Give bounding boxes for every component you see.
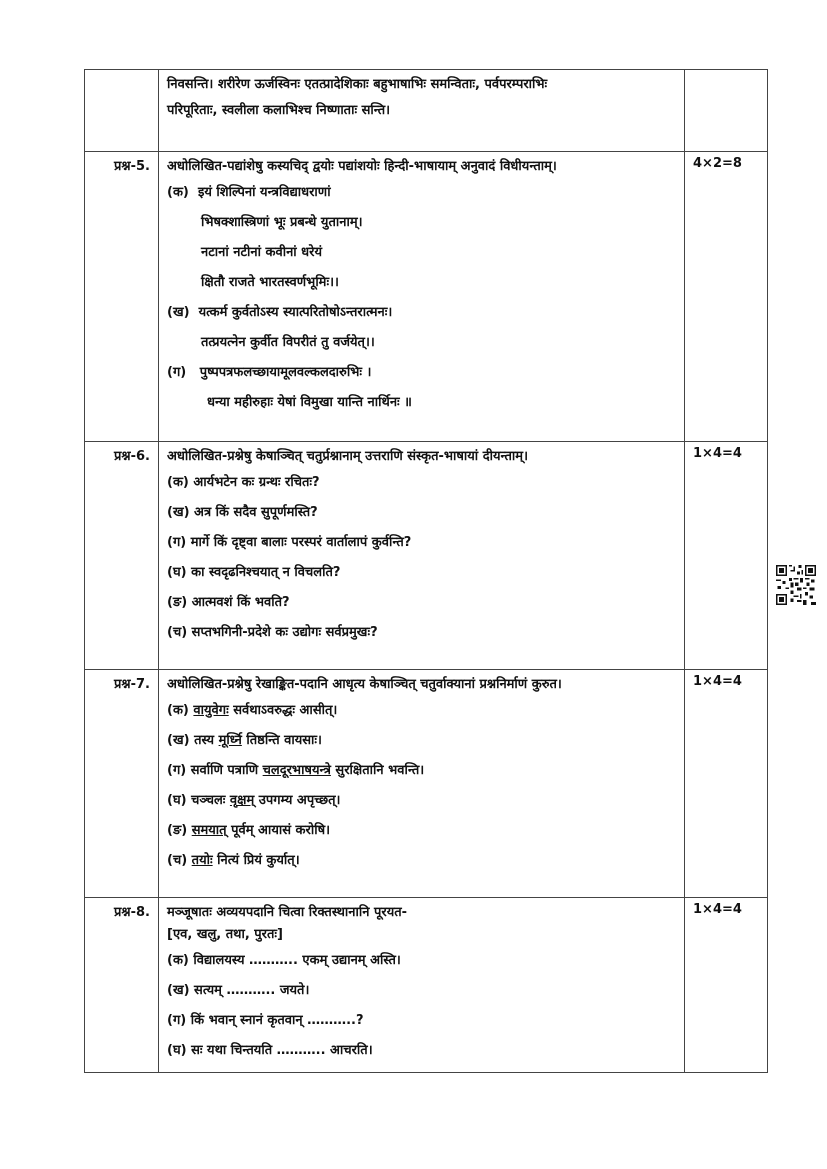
list-item: (ख) अत्र किं सदैव सुपूर्णमस्ति? bbox=[167, 505, 318, 520]
question-table bbox=[84, 69, 768, 1073]
marks-cell: 1×4=4 bbox=[685, 442, 768, 670]
passage-line: निवसन्ति। शरीरेण ऊर्जस्विनः एतत्प्रादेशिकाः बहुभाषाभिः समन्विताः, पर्वपरम्पराभिः bbox=[167, 77, 548, 92]
question-text: अधोलिखित-प्रश्नेषु केषाञ्चित् चतुर्प्रश्नानाम् उत्तराणि संस्कृत-भाषायां दीयन्ताम्। bbox=[167, 449, 528, 464]
table-row bbox=[85, 442, 768, 670]
question-text: अधोलिखित-प्रश्नेषु रेखाङ्कित-पदानि आधृत्य केषाञ्चित् चतुर्वाक्यानां प्रश्ननिर्माणं कुरुत। bbox=[167, 677, 562, 692]
item-label: (ग) bbox=[167, 365, 187, 380]
underlined-word: तयोः bbox=[191, 853, 213, 868]
verse-line: क्षितौ राजते भारतस्वर्णभूमिः।। bbox=[201, 275, 339, 290]
question-number bbox=[85, 70, 159, 152]
list-item: (क) वायुवेगः सर्वथाऽवरुद्धः आसीत्। bbox=[167, 703, 338, 718]
underlined-word: समयात् bbox=[191, 823, 227, 838]
list-item: (घ) का स्वदृढनिश्चयात् न विचलति? bbox=[167, 565, 341, 580]
question-number: प्रश्न-8. bbox=[85, 898, 159, 1073]
verse-line: नटानां नटीनां कवीनां धरेयं bbox=[201, 245, 323, 260]
question-text: अधोलिखित-पद्यांशेषु कस्यचिद् द्वयोः पद्यांशयोः हिन्दी-भाषायाम् अनुवादं विधीयन्ताम्। bbox=[167, 159, 557, 174]
underlined-word: मूर्ध्नि bbox=[218, 733, 242, 748]
verse-line: धन्या महीरुहाः येषां विमुखा यान्ति नार्थिनः ॥ bbox=[207, 395, 412, 410]
table-row bbox=[85, 898, 768, 1073]
underlined-word: चलदूरभाषयन्त्रे bbox=[262, 763, 331, 778]
question-body bbox=[159, 152, 685, 442]
question-number: प्रश्न-7. bbox=[85, 670, 159, 898]
question-paper bbox=[84, 69, 767, 1073]
list-item: (ग) मार्गे किं दृष्ट्वा बालाः परस्परं वार्तालापं कुर्वन्ति? bbox=[167, 535, 412, 550]
item-label: (क) bbox=[167, 185, 189, 200]
verse-line: भिषक्शास्त्रिणां भूः प्रबन्धे युतानाम्। bbox=[201, 215, 363, 230]
list-item: (ङ) आत्मवशं किं भवति? bbox=[167, 595, 290, 610]
question-body bbox=[159, 670, 685, 898]
marks-cell: 1×4=4 bbox=[685, 670, 768, 898]
list-item: (ग) सर्वाणि पत्राणि चलदूरभाषयन्त्रे सुरक्षितानि भवन्ति। bbox=[167, 763, 425, 778]
question-number: प्रश्न-6. bbox=[85, 442, 159, 670]
verse-line: (ग) पुष्पपत्रफलच्छायामूलवल्कलदारुभिः । bbox=[167, 365, 372, 380]
marks-cell bbox=[685, 70, 768, 152]
question-text: मञ्जूषातः अव्ययपदानि चित्वा रिक्तस्थानानि पूरयत- bbox=[167, 905, 408, 920]
item-label: (ख) bbox=[167, 305, 190, 320]
question-body bbox=[159, 898, 685, 1073]
verse-line: तत्प्रयत्नेन कुर्वीत विपरीतं तु वर्जयेत्।। bbox=[201, 335, 375, 350]
list-item: (च) सप्तभगिनी-प्रदेशे कः उद्योगः सर्वप्रमुखः? bbox=[167, 625, 378, 640]
list-item: (ग) किं भवान् स्नानं कृतवान् ………..? bbox=[167, 1013, 364, 1028]
underlined-word: वायुवेगः bbox=[193, 703, 229, 718]
list-item: (ङ) समयात् पूर्वम् आयासं करोषि। bbox=[167, 823, 331, 838]
passage-line: परिपूरिताः, स्वलीला कलाभिश्च निष्णाताः सन्ति। bbox=[167, 103, 391, 118]
word-box: [एव, खलु, तथा, पुरतः] bbox=[167, 927, 283, 942]
verse-line: (ख) यत्कर्म कुर्वतोऽस्य स्यात्परितोषोऽन्तरात्मनः। bbox=[167, 305, 393, 320]
marks-cell: 1×4=4 bbox=[685, 898, 768, 1073]
question-number: प्रश्न-5. bbox=[85, 152, 159, 442]
table-row bbox=[85, 670, 768, 898]
question-body bbox=[159, 442, 685, 670]
list-item: (घ) सः यथा चिन्तयति ……….. आचरति। bbox=[167, 1043, 373, 1058]
underlined-word: वृक्षम् bbox=[229, 793, 255, 808]
list-item: (क) विद्यालयस्य ……….. एकम् उद्यानम् अस्ति। bbox=[167, 953, 401, 968]
list-item: (ख) तस्य मूर्ध्नि तिष्ठन्ति वायसाः। bbox=[167, 733, 322, 748]
list-item: (ख) सत्यम् ……….. जयते। bbox=[167, 983, 310, 998]
list-item: (क) आर्यभटेन कः ग्रन्थः रचितः? bbox=[167, 475, 320, 490]
qr-code-icon bbox=[776, 565, 816, 605]
list-item: (च) तयोः नित्यं प्रियं कुर्यात्। bbox=[167, 853, 300, 868]
question-body bbox=[159, 70, 685, 152]
verse-line: (क) इयं शिल्पिनां यन्त्रविद्याधराणां bbox=[167, 185, 331, 200]
marks-cell: 4×2=8 bbox=[685, 152, 768, 442]
list-item: (घ) चञ्चलः वृक्षम् उपगम्य अपृच्छत्। bbox=[167, 793, 341, 808]
table-row bbox=[85, 70, 768, 152]
table-row bbox=[85, 152, 768, 442]
